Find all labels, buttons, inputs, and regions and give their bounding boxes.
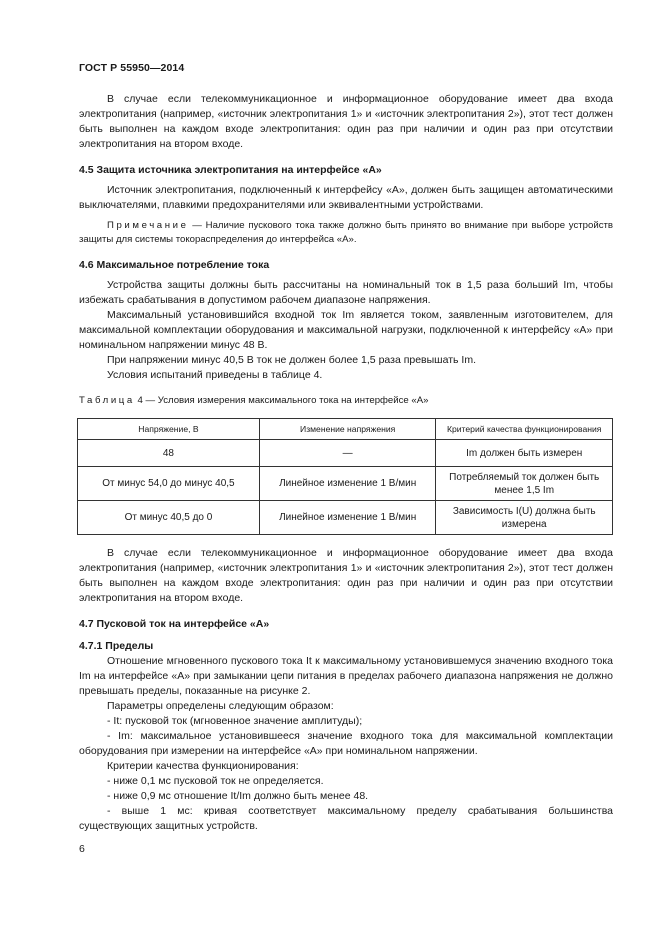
table-caption-label: Таблица bbox=[79, 395, 135, 406]
table-cell: Линейное изменение 1 В/мин bbox=[259, 501, 436, 535]
document-header: ГОСТ Р 55950—2014 bbox=[79, 62, 185, 74]
note-text: — Наличие пускового тока также должно быть принято во внимание при выборе устройств защиты для системы токораспределения до интерфейса «А». bbox=[79, 220, 613, 245]
table-header-cell: Напряжение, В bbox=[78, 419, 260, 440]
table-caption-text: 4 — Условия измерения максимального тока на интерфейсе «А» bbox=[134, 395, 429, 406]
table-row bbox=[78, 501, 613, 535]
page-number: 6 bbox=[79, 843, 85, 855]
table-cell: От минус 54,0 до минус 40,5 bbox=[78, 467, 260, 501]
table-cell: — bbox=[259, 440, 436, 467]
list-item: - ниже 0,9 мс отношение It/Im должно быть менее 48. bbox=[107, 790, 369, 802]
table-header-cell: Критерий качества функционирования bbox=[436, 419, 613, 440]
table-caption bbox=[79, 393, 613, 408]
table-cell: Потребляемый ток должен быть менее 1,5 Im bbox=[436, 467, 613, 501]
paragraph: Максимальный установившийся входной ток Im является током, заявленным изготовителем, для максимальной комплектации оборудования и максимальной нагрузки, подключенной к интерфейсу «А» при номинальном напряжении минус 48 В. bbox=[79, 309, 613, 351]
list-item: - Im: максимальное установившееся значение входного тока для максимальной комплектации оборудования при измерении на интерфейсе «А» при номинальном напряжении. bbox=[79, 730, 613, 757]
table-cell: Im должен быть измерен bbox=[436, 440, 613, 467]
paragraph: В случае если телекоммуникационное и информационное оборудование имеет два входа электропитания (например, «источник электропитания 1» и «источник электропитания 2»), этот тест должен быть выполнен на каждом входе электропитания: один раз при наличии и один раз при отсутствии электропитания на втором входе. bbox=[79, 547, 613, 604]
table-cell: Линейное изменение 1 В/мин bbox=[259, 467, 436, 501]
table-header-cell: Изменение напряжения bbox=[259, 419, 436, 440]
document-body bbox=[79, 92, 613, 834]
measurement-conditions-table bbox=[77, 418, 613, 535]
list-item: - выше 1 мс: кривая соответствует максимальному пределу срабатывания большинства существующих защитных устройств. bbox=[79, 805, 613, 832]
note-label: Примечание bbox=[107, 220, 189, 231]
table-cell: Зависимость I(U) должна быть измерена bbox=[436, 501, 613, 535]
table-row bbox=[78, 440, 613, 467]
paragraph: Отношение мгновенного пускового тока It к максимальному установившемуся значению входного тока Im на интерфейсе «А» при замыкании цепи питания в пределах рабочего диапазона напряжения не должно превышать пределы, показанные на рисунке 2. bbox=[79, 655, 613, 697]
section-heading: 4.6 Максимальное потребление тока bbox=[79, 259, 270, 271]
note bbox=[79, 219, 613, 247]
paragraph: Условия испытаний приведены в таблице 4. bbox=[107, 369, 323, 381]
paragraph: Критерии качества функционирования: bbox=[107, 760, 299, 772]
table-row bbox=[78, 467, 613, 501]
paragraph: При напряжении минус 40,5 В ток не должен более 1,5 раза превышать Im. bbox=[107, 354, 476, 366]
table-cell: От минус 40,5 до 0 bbox=[78, 501, 260, 535]
list-item: - ниже 0,1 мс пусковой ток не определяется. bbox=[107, 775, 324, 787]
paragraph: Параметры определены следующим образом: bbox=[107, 700, 334, 712]
table-header-row bbox=[78, 419, 613, 440]
table-cell: 48 bbox=[78, 440, 260, 467]
subsection-heading: 4.7.1 Пределы bbox=[79, 640, 154, 652]
paragraph: В случае если телекоммуникационное и информационное оборудование имеет два входа электропитания (например, «источник электропитания 1» и «источник электропитания 2»), этот тест должен быть выполнен на каждом входе электропитания: один раз при наличии и один раз при отсутствии электропитания на втором входе. bbox=[79, 93, 613, 150]
paragraph: Устройства защиты должны быть рассчитаны на номинальный ток в 1,5 раза больший Im, чтобы избежать срабатывания в допустимом рабочем диапазоне напряжения. bbox=[79, 279, 613, 306]
section-heading: 4.7 Пусковой ток на интерфейсе «А» bbox=[79, 618, 270, 630]
section-heading: 4.5 Защита источника электропитания на интерфейсе «А» bbox=[79, 164, 382, 176]
paragraph: Источник электропитания, подключенный к интерфейсу «А», должен быть защищен автоматическими выключателями, плавкими предохранителями или эквивалентными устройствами. bbox=[79, 184, 613, 211]
list-item: - It: пусковой ток (мгновенное значение амплитуды); bbox=[107, 715, 363, 727]
